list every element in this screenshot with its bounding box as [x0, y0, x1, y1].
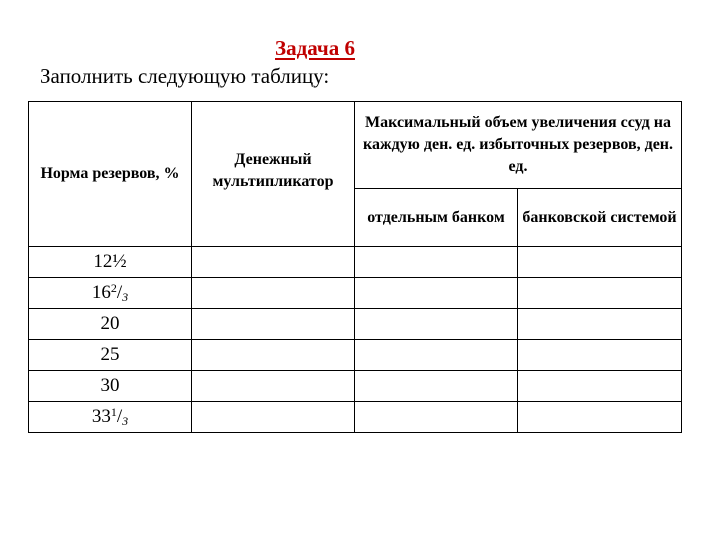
table-row: [29, 340, 682, 371]
individual-bank-cell[interactable]: [355, 371, 518, 402]
reserve-rate-cell: 20: [29, 309, 192, 340]
reserve-rate-cell: $33^1/_3$: [29, 402, 192, 433]
header-row-top: [29, 102, 682, 189]
individual-bank-cell[interactable]: [355, 247, 518, 278]
banking-system-cell[interactable]: [518, 309, 682, 340]
reserve-rate-cell: 12½: [29, 247, 192, 278]
multiplier-cell[interactable]: [192, 247, 355, 278]
table-row: [29, 371, 682, 402]
multiplier-cell[interactable]: [192, 278, 355, 309]
multiplier-cell[interactable]: [192, 371, 355, 402]
header-individual-bank: отдельным банком: [355, 189, 518, 247]
individual-bank-cell[interactable]: [355, 278, 518, 309]
banking-system-cell[interactable]: [518, 402, 682, 433]
multiplier-cell[interactable]: [192, 340, 355, 371]
individual-bank-cell[interactable]: [355, 340, 518, 371]
multiplier-cell[interactable]: [192, 402, 355, 433]
banking-system-cell[interactable]: [518, 278, 682, 309]
task-title: Задача 6: [275, 36, 355, 60]
task-table: [28, 101, 682, 433]
individual-bank-cell[interactable]: [355, 309, 518, 340]
banking-system-cell[interactable]: [518, 371, 682, 402]
task-instruction: Заполнить следующую таблицу:: [40, 64, 330, 88]
multiplier-cell[interactable]: [192, 309, 355, 340]
individual-bank-cell[interactable]: [355, 402, 518, 433]
reserve-rate-cell: 25: [29, 340, 192, 371]
table-row: [29, 278, 682, 309]
header-banking-system: банковской системой: [518, 189, 682, 247]
table-row: [29, 402, 682, 433]
banking-system-cell[interactable]: [518, 247, 682, 278]
table-row: [29, 247, 682, 278]
header-reserve-norm: Норма резервов, %: [29, 102, 192, 247]
reserve-rate-cell: $16^2/_3$: [29, 278, 192, 309]
header-max-loan-volume: Максимальный объем увеличения ссуд на каждую ден. ед. избыточных резервов, ден. ед.: [355, 102, 682, 189]
reserve-rate-cell: 30: [29, 371, 192, 402]
table-row: [29, 309, 682, 340]
banking-system-cell[interactable]: [518, 340, 682, 371]
header-money-multiplier: Денежный мультипликатор: [192, 102, 355, 247]
